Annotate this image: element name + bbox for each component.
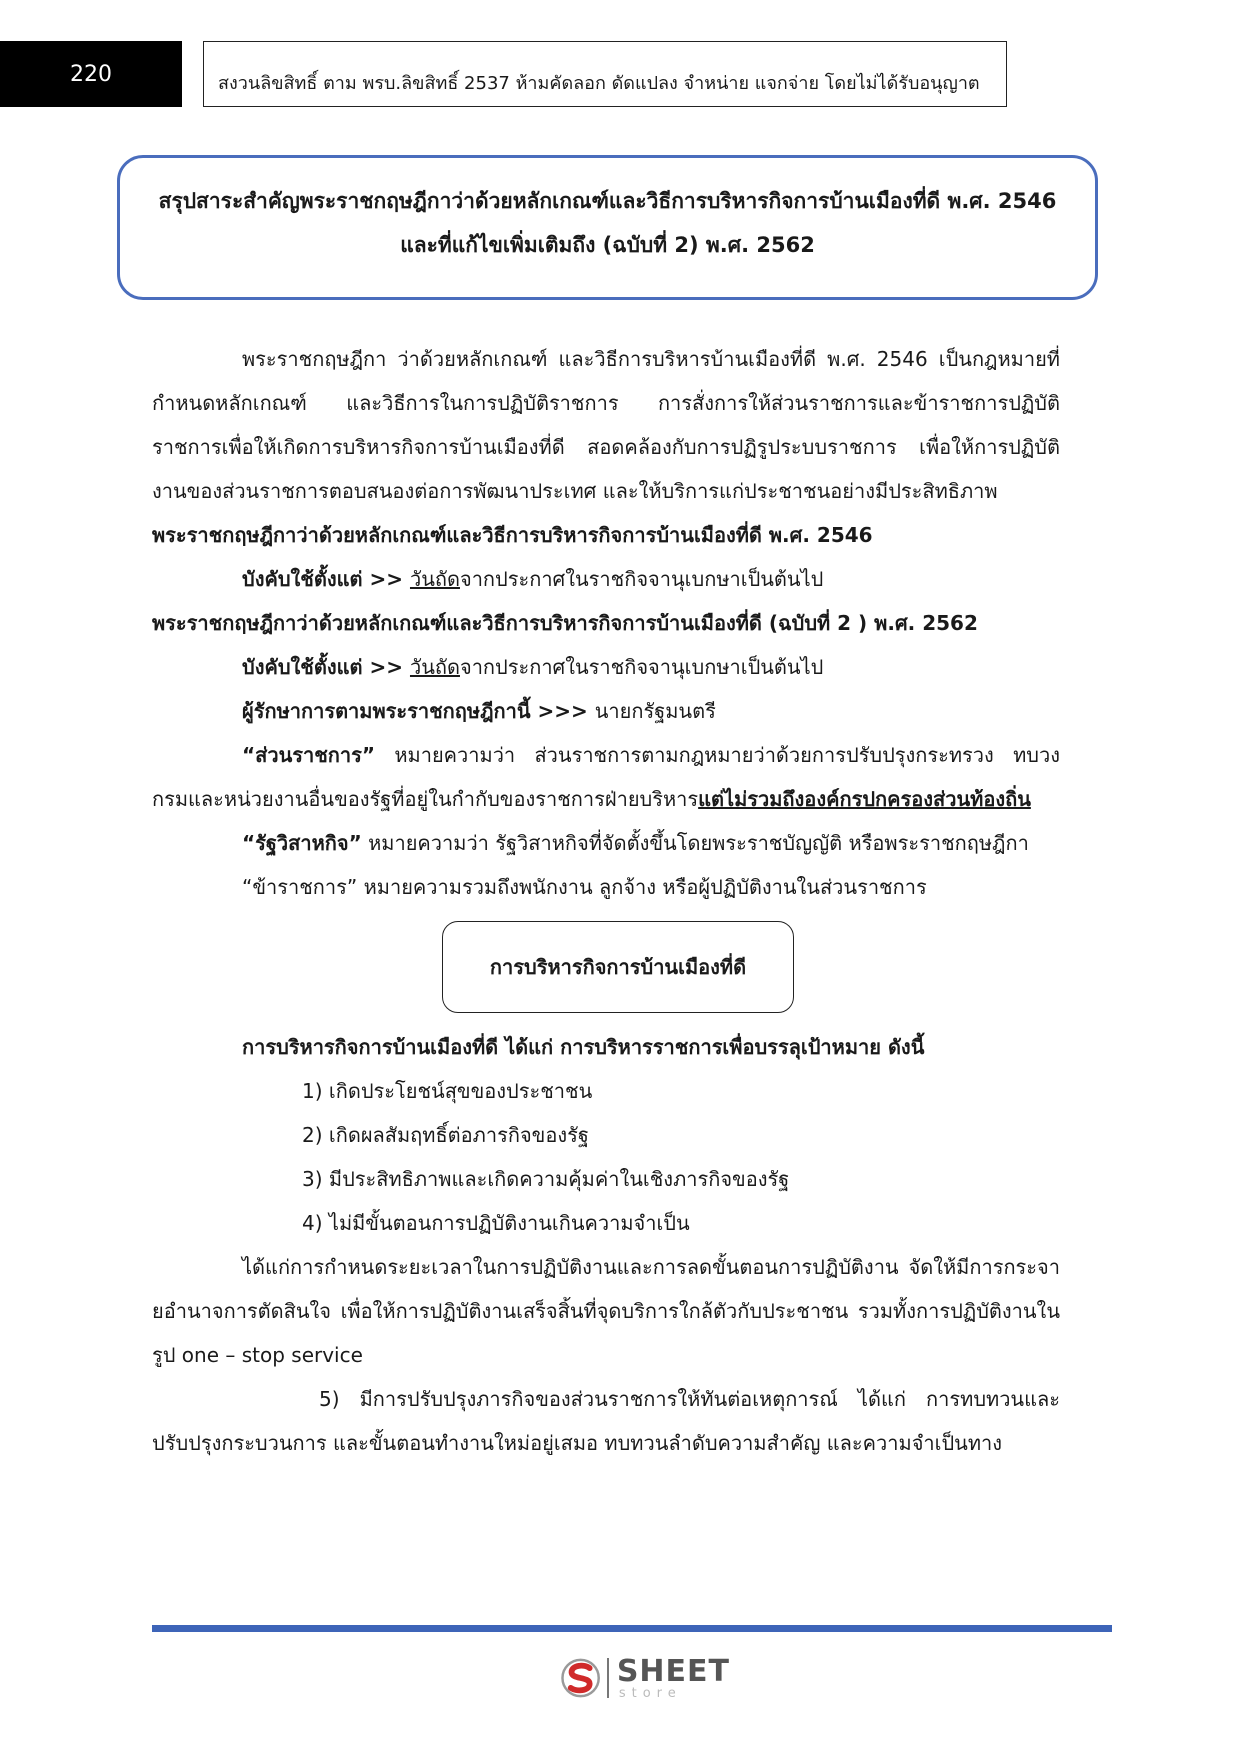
effective-arrow: >> [362,567,410,591]
law-2562-title: พระราชกฤษฎีกาว่าด้วยหลักเกณฑ์และวิธีการบริหารกิจการบ้านเมืองที่ดี (ฉบับที่ 2 ) พ.ศ. 2562 [152,611,978,635]
definition-state-enterprise [152,821,1060,865]
goal-item-5: 5) มีการปรับปรุงภารกิจของส่วนราชการให้ทันต่อเหตุการณ์ ได้แก่ การทบทวนและปรับปรุงกระบวนการ และขั้นตอนทำงานใหม่อยู่เสมอ ทบทวนลำดับความสำคัญ และความจำเป็นทาง [152,1387,1060,1455]
effective-day: วันถัด [409,567,460,591]
effective-label: บังคับใช้ตั้งแต่ [242,655,363,679]
definition-text: หมายความว่า ส่วนราชการตามกฎหมายว่าด้วยการปรับปรุงกระทรวง ทบวง กรมและหน่วยงานอื่นของรัฐที่อยู่ในกำกับของราชการฝ่ายบริหาร [152,743,1060,811]
sheet-store-logo [560,1650,730,1706]
effective-date-2546 [152,557,1060,601]
custodian-arrow: >>> [530,699,595,723]
page-number: 220 [0,41,182,107]
logo-wordmark [616,1653,730,1701]
copyright-notice: สงวนลิขสิทธิ์ ตาม พรบ.ลิขสิทธิ์ 2537 ห้ามคัดลอก ดัดแปลง จำหน่าย แจกจ่าย โดยไม่ได้รับอนุญาต [218,73,980,94]
goal-item-3: 3) มีประสิทธิภาพและเกิดความคุ้มค่าในเชิงภารกิจของรัฐ [302,1167,790,1191]
footer-divider [152,1625,1112,1632]
copyright-header [203,41,1007,107]
definition-exception: แต่ไม่รวมถึงองค์กรปกครองส่วนท้องถิ่น [698,787,1031,811]
section-heading-wrap [152,909,1060,1025]
sheet-s-logo-icon [560,1653,601,1703]
definition-term: “ส่วนราชการ” [242,743,376,767]
goal-item-4: 4) ไม่มีขั้นตอนการปฏิบัติงานเกินความจำเป็น [302,1211,690,1235]
effective-day: วันถัด [409,655,460,679]
logo-name: SHEET [616,1653,730,1689]
definition-civil-servant: “ข้าราชการ” หมายความรวมถึงพนักงาน ลูกจ้าง หรือผู้ปฏิบัติงานในส่วนราชการ [242,875,927,899]
effective-rest: จากประกาศในราชกิจจานุเบกษาเป็นต้นไป [459,655,824,679]
custodian-line [152,689,1060,733]
section-heading: การบริหารกิจการบ้านเมืองที่ดี [489,955,747,979]
goal-item-4-detail: ได้แก่การกำหนดระยะเวลาในการปฏิบัติงานและการลดขั้นตอนการปฏิบัติงาน จัดให้มีการกระจายอำนาจการตัดสินใจ เพื่อให้การปฏิบัติงานเสร็จสิ้นที่จุดบริการใกล้ตัวกับประชาชน รวมทั้งการปฏิบัติงานในรูป one – stop service [152,1255,1060,1367]
custodian-label: ผู้รักษาการตามพระราชกฤษฎีกานี้ [242,699,531,723]
effective-arrow: >> [362,655,410,679]
definition-text: หมายความว่า รัฐวิสาหกิจที่จัดตั้งขึ้นโดยพระราชบัญญัติ หรือพระราชกฤษฎีกา [361,831,1029,855]
document-body [152,337,1060,1465]
intro-paragraph: พระราชกฤษฎีกา ว่าด้วยหลักเกณฑ์ และวิธีการบริหารบ้านเมืองที่ดี พ.ศ. 2546 เป็นกฎหมายที่กำหนดหลักเกณฑ์ และวิธีการในการปฏิบัติราชการ การสั่งการให้ส่วนราชการและข้าราชการปฏิบัติราชการเพื่อให้เกิดการบริหารกิจการบ้านเมืองที่ดี สอดคล้องกับการปฏิรูประบบราชการ เพื่อให้การปฏิบัติงานของส่วนราชการตอบสนองต่อการพัฒนาประเทศ และให้บริการแก่ประชาชนอย่างมีประสิทธิภาพ [152,347,1060,503]
section-heading-box [442,921,794,1013]
effective-label: บังคับใช้ตั้งแต่ [242,567,363,591]
title-line-2: และที่แก้ไขเพิ่มเติมถึง (ฉบับที่ 2) พ.ศ. 2562 [400,233,815,257]
goal-item-2: 2) เกิดผลสัมฤทธิ์ต่อภารกิจของรัฐ [302,1123,589,1147]
definition-term: “รัฐวิสาหกิจ” [242,831,362,855]
section-lead: การบริหารกิจการบ้านเมืองที่ดี ได้แก่ การบริหารราชการเพื่อบรรลุเป้าหมาย ดังนี้ [242,1035,925,1059]
effective-date-2562 [152,645,1060,689]
logo-sub: store [618,1685,682,1701]
custodian-value: นายกรัฐมนตรี [594,699,716,723]
law-2546-title: พระราชกฤษฎีกาว่าด้วยหลักเกณฑ์และวิธีการบริหารกิจการบ้านเมืองที่ดี พ.ศ. 2546 [152,523,873,547]
document-title-box [117,155,1098,300]
logo-separator [607,1658,609,1698]
definition-government-agency [152,733,1060,821]
title-line-1: สรุปสาระสำคัญพระราชกฤษฎีกาว่าด้วยหลักเกณฑ์และวิธีการบริหารกิจการบ้านเมืองที่ดี พ.ศ. 2546 [158,189,1057,213]
effective-rest: จากประกาศในราชกิจจานุเบกษาเป็นต้นไป [459,567,824,591]
goal-item-1: 1) เกิดประโยชน์สุขของประชาชน [302,1079,593,1103]
